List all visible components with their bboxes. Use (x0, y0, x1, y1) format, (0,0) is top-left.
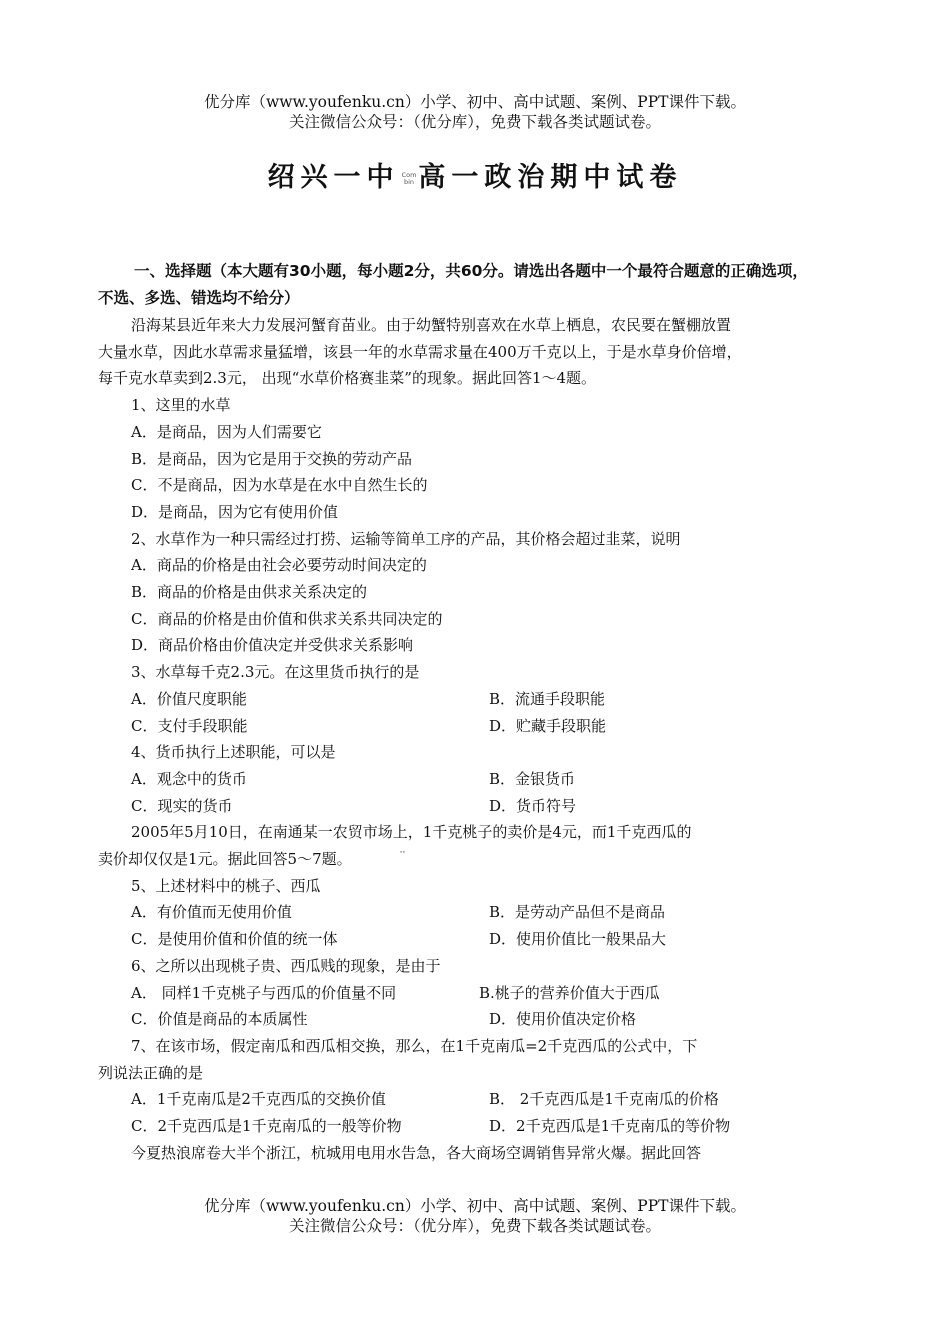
option: C．价值是商品的本质属性 (131, 1010, 308, 1029)
option: D．贮藏手段职能 (489, 716, 607, 735)
header-line-1: 优分库（www.youfenku.cn）小学、初中、高中试题、案例、PPT课件下载。 (203, 93, 747, 111)
option: B．金银货币 (489, 769, 576, 788)
material-text: 卖价却仅仅是1元。据此回答5～7题。 ·· (98, 848, 406, 869)
material-text: 2005年5月10日，在南通某一农贸市场上，1千克桃子的卖价是4元，而1千克西瓜的 (131, 823, 692, 842)
option: B．流通手段职能 (489, 689, 606, 708)
option: C．商品的价格是由价值和供求关系共同决定的 (131, 609, 443, 628)
option-row (98, 926, 818, 953)
option: C．是使用价值和价值的统一体 (131, 930, 338, 949)
material-text: 今夏热浪席卷大半个浙江，杭城用电用水告急，各大商场空调销售异常火爆。据此回答 (131, 1143, 702, 1162)
option: B．是商品，因为它是用于交换的劳动产品 (131, 449, 413, 468)
title-school: 绍兴一中 (267, 162, 400, 193)
question-stem: 1、这里的水草 (131, 396, 231, 415)
option: B．商品的价格是由供求关系决定的 (131, 583, 368, 602)
footer-line-2: 关注微信公众号：（优分库），免费下载各类试题试卷。 (288, 1217, 661, 1235)
title-artifact: Com bin (401, 170, 417, 186)
page-title (0, 160, 950, 196)
option-row (98, 686, 818, 713)
question-stem: 6、之所以出现桃子贵、西瓜贱的现象，是由于 (131, 956, 441, 975)
question-stem: 列说法正确的是 (98, 1063, 204, 1082)
section-heading: 一、选择题（本大题有30小题，每小题2分，共60分。请选出各题中一个最符合题意的正确选项，不选、多选、错选均不给分） (98, 262, 808, 307)
page-header (0, 92, 950, 132)
option: B． 2千克西瓜是1千克南瓜的价格 (489, 1090, 719, 1109)
option-row (98, 766, 818, 793)
option-row (98, 793, 818, 820)
footer-line-1: 优分库（www.youfenku.cn）小学、初中、高中试题、案例、PPT课件下载。 (203, 1197, 747, 1215)
question-stem: 3、水草每千克2.3元。在这里货币执行的是 (131, 663, 420, 682)
page-footer (0, 1196, 950, 1236)
material-text: 沿海某县近年来大力发展河蟹育苗业。由于幼蟹特别喜欢在水草上栖息，农民要在蟹棚放置 (131, 316, 732, 334)
option-row (98, 980, 818, 1007)
option: B．是劳动产品但不是商品 (489, 903, 666, 922)
question-stem: 2、水草作为一种只需经过打捞、运输等简单工序的产品，其价格会超过韭菜，说明 (131, 529, 681, 548)
option: C．不是商品，因为水草是在水中自然生长的 (131, 476, 428, 495)
option: D．是商品，因为它有使用价值 (131, 502, 339, 521)
header-line-2: 关注微信公众号：（优分库），免费下载各类试题试卷。 (288, 113, 661, 131)
option: A．观念中的货币 (131, 769, 247, 788)
option-row (98, 1006, 818, 1033)
option-row (98, 1086, 818, 1113)
option: D．货币符号 (489, 796, 577, 815)
material-text: 每千克水草卖到2.3元， 出现“水草价格赛韭菜”的现象。据此回答1～4题。 (98, 369, 597, 388)
option: A．1千克南瓜是2千克西瓜的交换价值 (131, 1090, 386, 1109)
question-stem: 5、上述材料中的桃子、西瓜 (131, 876, 321, 895)
option-row (98, 713, 818, 740)
option: C．现实的货币 (131, 796, 233, 815)
option: D．2千克西瓜是1千克南瓜的等价物 (489, 1117, 731, 1136)
option: C．支付手段职能 (131, 716, 248, 735)
option: D．使用价值决定价格 (489, 1010, 637, 1029)
option: A．商品的价格是由社会必要劳动时间决定的 (131, 556, 427, 575)
option: A．价值尺度职能 (131, 689, 247, 708)
exam-body (98, 258, 818, 1167)
material-text: 大量水草，因此水草需求量猛增，该县一年的水草需求量在400万千克以上，于是水草身价倍增， (98, 342, 742, 361)
option: B.桃子的营养价值大于西瓜 (479, 983, 660, 1002)
option: A． 同样1千克桃子与西瓜的价值量不同 (131, 983, 397, 1002)
question-stem: 7、在该市场，假定南瓜和西瓜相交换，那么，在1千克南瓜=2千克西瓜的公式中，下 (131, 1036, 698, 1055)
option: D．使用价值比一般果品大 (489, 930, 667, 949)
question-stem: 4、货币执行上述职能，可以是 (131, 743, 336, 762)
option-row (98, 1113, 818, 1140)
stray-dots: ·· (399, 848, 406, 859)
title-exam: 高一政治期中试卷 (418, 162, 683, 193)
option-row (98, 899, 818, 926)
option: C．2千克西瓜是1千克南瓜的一般等价物 (131, 1117, 402, 1136)
option: D．商品价格由价值决定并受供求关系影响 (131, 636, 414, 655)
option: A．是商品，因为人们需要它 (131, 422, 322, 441)
option: A．有价值而无使用价值 (131, 903, 292, 922)
